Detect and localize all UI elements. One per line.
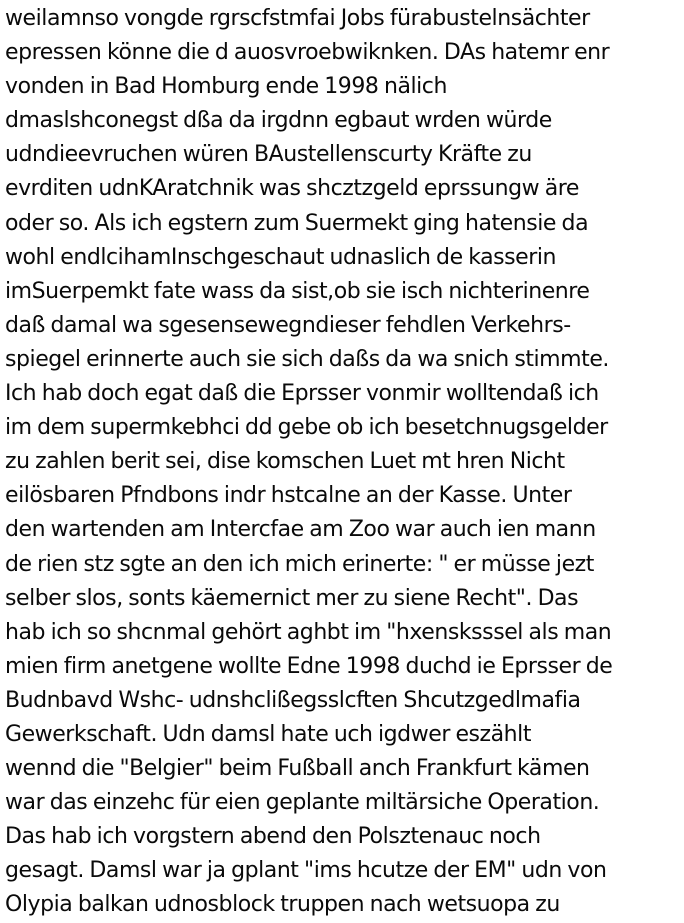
text-line: spiegel erinnerte auch sie sich daßs da wa snich stimmte.	[5, 346, 609, 372]
text-line: den wartenden am Intercfae am Zoo war auch ien mann	[5, 517, 596, 543]
text-line: de rien stz sgte an den ich mich erinerte: " er müsse jezt	[5, 551, 594, 577]
text-line: selber slos, sonts käemernict mer zu siene Recht". Das	[5, 585, 579, 611]
text-line: eilösbaren Pfndbons indr hstcalne an der Kasse. Unter	[5, 483, 572, 509]
text-line: hab ich so shcnmal gehört aghbt im "hxensksssel als man	[5, 619, 612, 645]
text-line: udndieevruchen würen BAustellenscurty Kräfte zu	[5, 142, 532, 168]
text-line: war das einzehc für eien geplante miltärsiche Operation.	[5, 790, 600, 816]
text-line: wohl endlcihamInschgeschaut udnaslich de kasserin	[5, 244, 556, 270]
text-line: Das hab ich vorgstern abend den Polsztenauc noch	[5, 824, 541, 850]
text-line: Gewerkschaft. Udn damsl hate uch igdwer eszählt	[5, 721, 532, 747]
text-line: oder so. Als ich egstern zum Suermekt ging hatensie da	[5, 210, 589, 236]
text-line: Olypia balkan udnosblock truppen nach wetsuopa zu	[5, 892, 560, 918]
text-line: evrditen udnKAratchnik was shcztzgeld eprssungw äre	[5, 176, 579, 202]
text-line: daß damal wa sgesensewegndieser fehdlen Verkehrs-	[5, 312, 571, 338]
text-line: gesagt. Damsl war ja gplant "ims hcutze der EM" udn von	[5, 858, 607, 884]
text-line: weilamnso vongde rgrscfstmfai Jobs fürabustelnsächter	[5, 6, 590, 31]
text-line: zu zahlen berit sei, dise komschen Luet mt hren Nicht	[5, 449, 565, 475]
text-line: epressen könne die d auosvroebwiknken. DAs hatemr enr	[5, 40, 610, 66]
text-line: Ich hab doch egat daß die Eprsser vonmir wolltendaß ich	[5, 381, 599, 407]
text-line: im dem supermkebhci dd gebe ob ich besetchnugsgelder	[5, 415, 608, 441]
text-line: vonden in Bad Homburg ende 1998 nälich	[5, 74, 447, 100]
text-line: imSuerpemkt fate wass da sist,ob sie isch nichterinenre	[5, 278, 590, 304]
text-line: wennd die "Belgier" beim Fußball anch Frankfurt kämen	[5, 756, 590, 782]
text-line: Budnbavd Wshc- udnshclißegsslcften Shcutzgedlmafia	[5, 687, 581, 713]
text-line: mien firm anetgene wollte Edne 1998 duchd ie Eprsser de	[5, 653, 613, 679]
text-line: dmaslshconegst dßa da irgdnn egbaut wrden würde	[5, 108, 552, 134]
document-body	[5, 2, 612, 923]
